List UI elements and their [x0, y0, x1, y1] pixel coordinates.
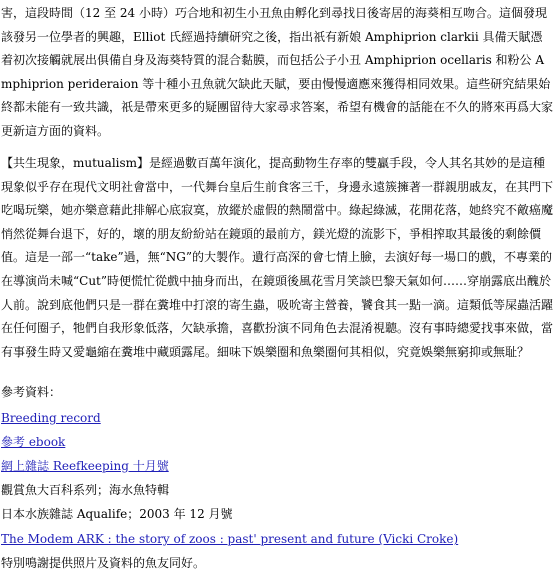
reference-item-encyclopedia: 觀賞魚大百科系列；海水魚特輯	[1, 483, 170, 497]
article-paragraph-2: 【共生現象，mutualism】是經過數百萬年演化，提高動物生存率的雙贏手段，令人其名其妙的是這種現象似乎存在現代文明社會當中，一代舞台皇后生前食客三千，身邊永遠簇擁著一群親朋戚友，在其門下吃喝玩樂，她亦樂意藉此排解心底寂寞，放縱於虛假的熱鬧當中。綠起綠滅，花開花落，她終究不敵癌魔悄然從舞台退下，好的，壞的朋友紛紛站在鏡頭的最前方，鎂光燈的流影下，爭相搾取其最後的剩餘價值。這是一部一“take”過，無“NG”的大製作。遺行高深的會七情上臉，去演好每一場口的戲，不專業的在導演尚未喊“Cut”時便慌忙從戲中抽身而出，在鏡頭後風花雪月笑談巴黎天氣如何……穿崩露底出醜於人前。說到底他們只是一群在糞堆中打滾的寄生蟲，吸吮寄主營養，饕食其一點一滴。這類低等屎蟲活躍在任何圈子，牠們自我形象低落，欠缺承擔，喜歡扮演不同角色去混淆視聽。沒有事時總愛找事來做，當有事發生時又愛龜縮在糞堆中藏頭露尾。細味下娛樂圈和魚樂圈何其相似，究竟娛樂無窮抑或無耻？	[1, 156, 554, 359]
reference-item-aqualife: 日本水族雜誌 Aqualife；2003 年 12 月號	[1, 507, 233, 521]
reference-link-reefkeeping[interactable]: 網上雜誌 Reefkeeping 十月號	[1, 459, 169, 473]
acknowledgement-text: 特別鳴謝提供照片及資料的魚友同好。	[1, 556, 206, 570]
article-paragraph-1: 害，這段時間（12 至 24 小時）巧合地和初生小丑魚由孵化到尋找日後寄居的海葵相互吻合。這個發現該發另一位學者的興趣，Elliot 氏經過持續研究之後，指出祇有新娘 Amphiprion clarkii 具備天賦憑着初次接觸就展出俱備自身及海葵特質的混合黏膜，而包括公子小丑 Amphiprion ocellaris 和粉公 Amphiprion perideraion 等十種小丑魚就欠缺此天賦，要由慢慢適應來獲得相同效果。這些研究結果始終都未能有一致共識，祇是帶來更多的疑團留待大家尋求答案，希望有機會的話能在不久的將來再爲大家更新這方面的資料。	[1, 6, 554, 138]
reference-link-breeding-record[interactable]: Breeding record	[1, 411, 101, 425]
reference-link-modem-ark[interactable]: The Modem ARK : the story of zoos : past' present and future (Vicki Croke)	[1, 532, 459, 546]
references-heading: 參考資料：	[1, 385, 62, 399]
reference-link-ebook[interactable]: 參考 ebook	[1, 435, 66, 449]
